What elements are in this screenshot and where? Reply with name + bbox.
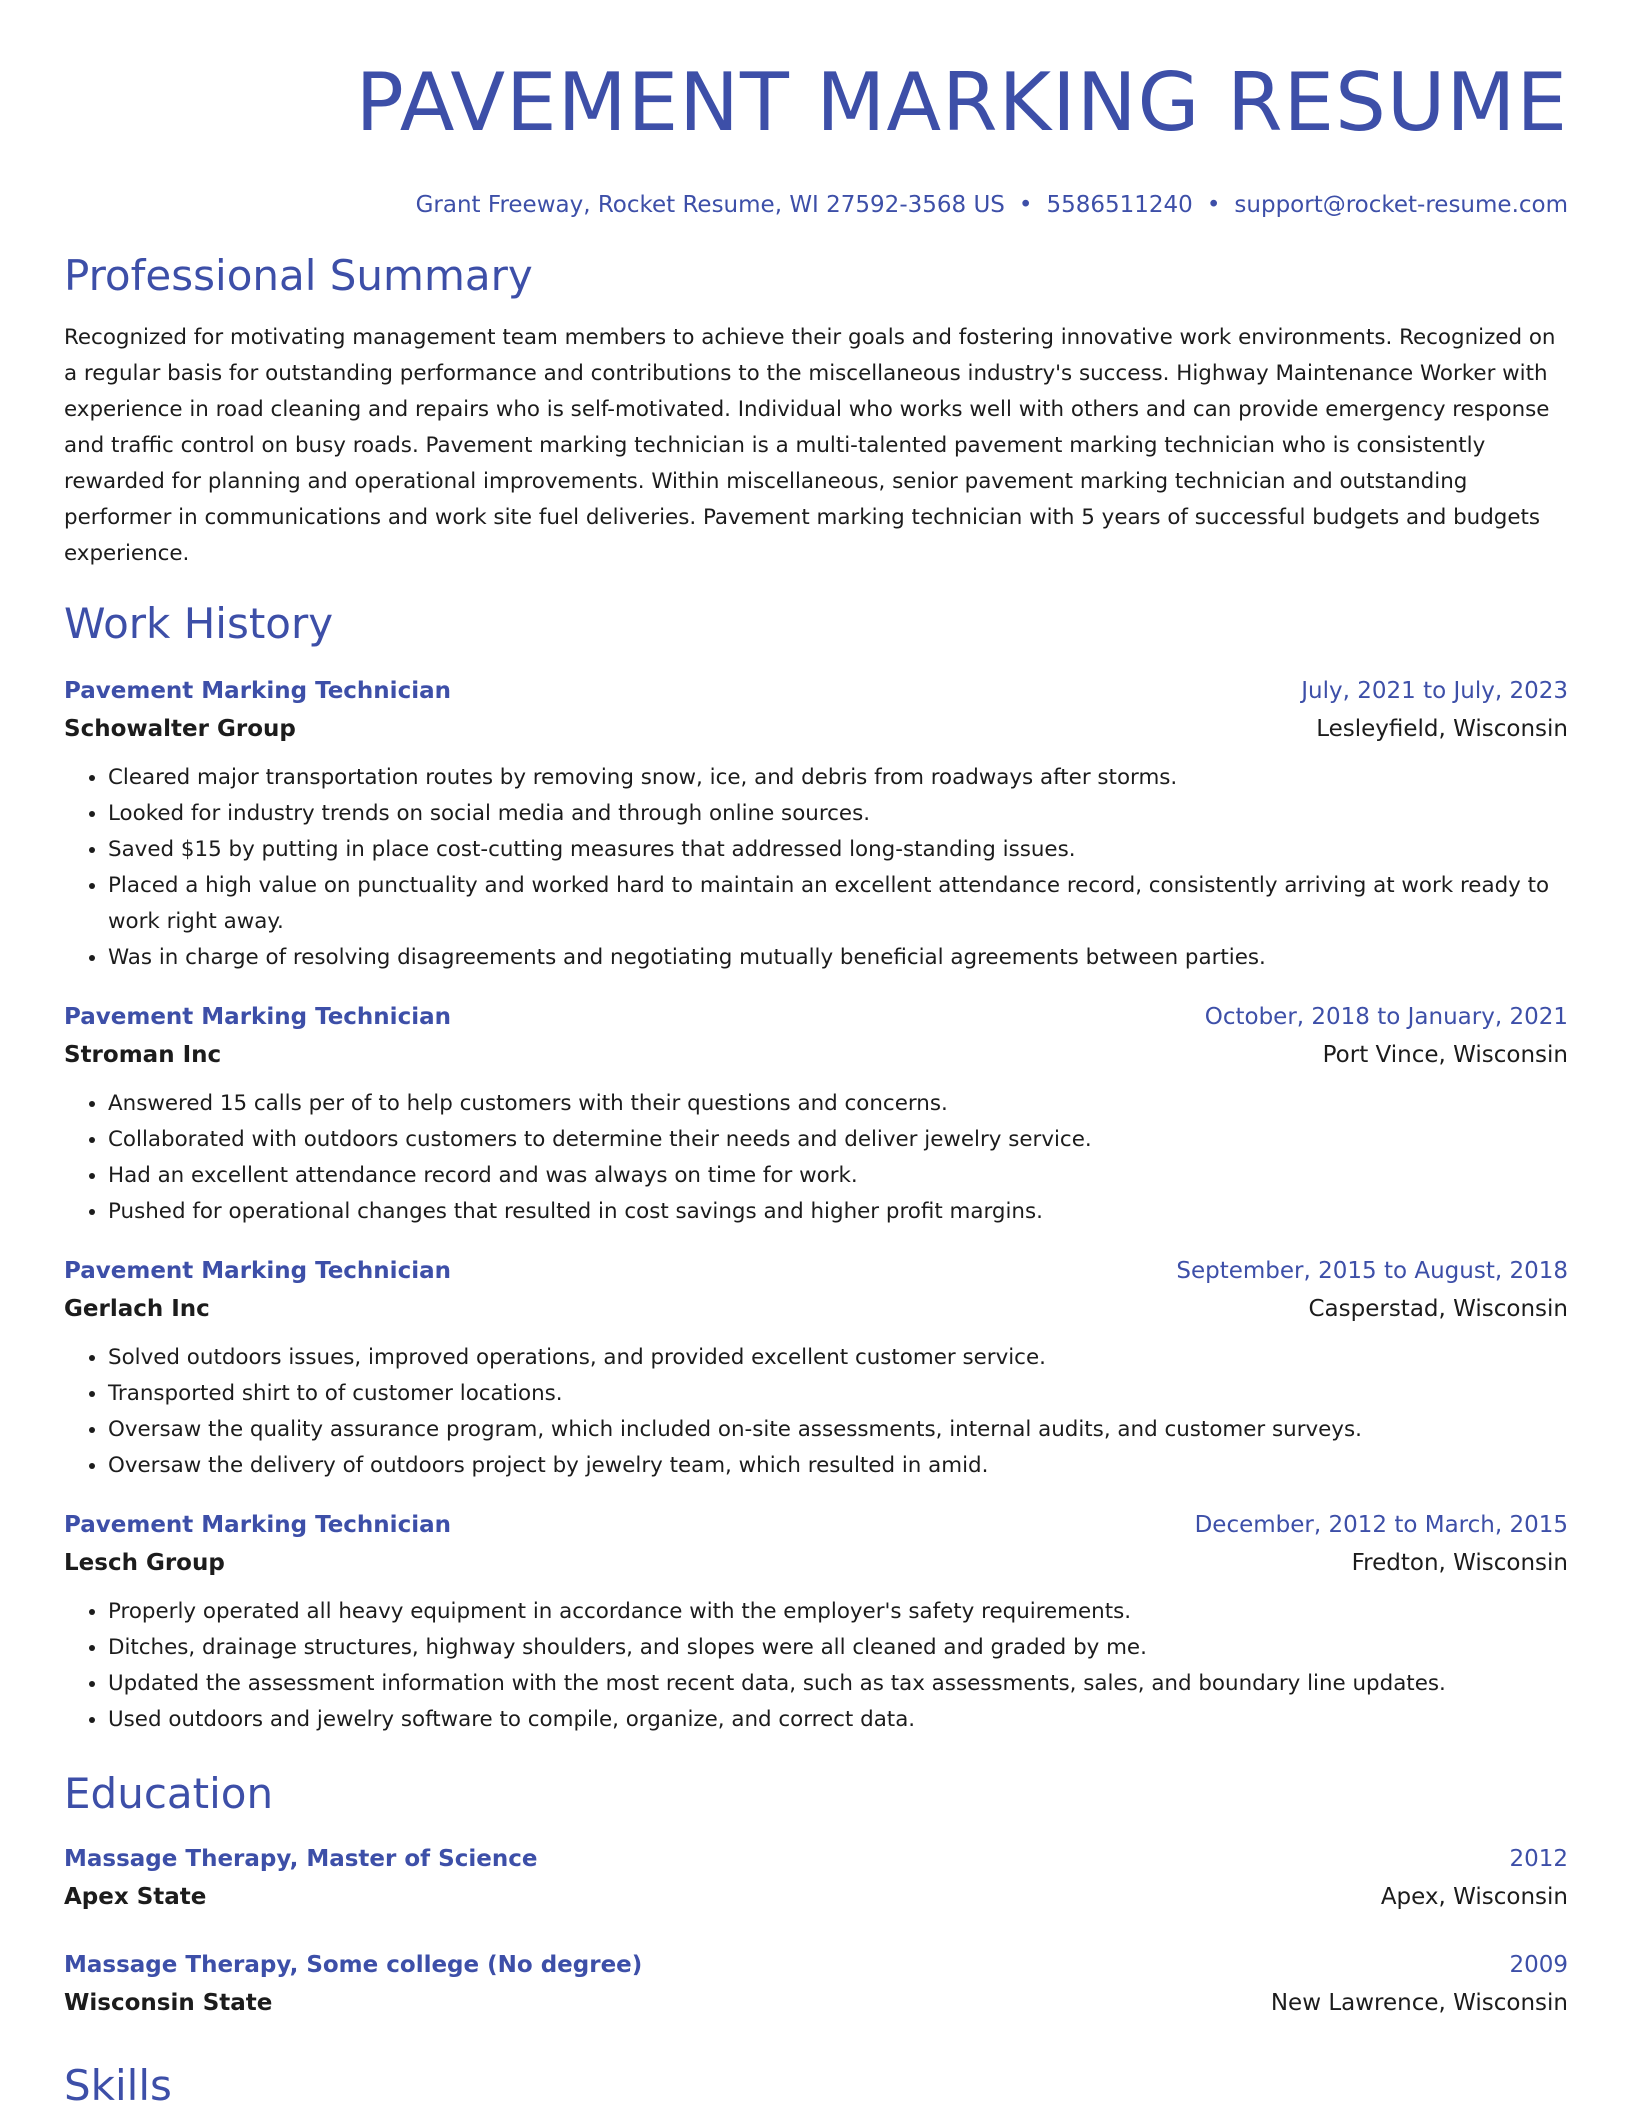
- job-location: Fredton, Wisconsin: [1351, 1550, 1568, 1576]
- education-degree: Massage Therapy, Master of Science: [64, 1846, 538, 1872]
- job-header-row: [64, 672, 1568, 710]
- education-header-row: [64, 1840, 1568, 1878]
- education-entry: [64, 1946, 1568, 2022]
- job-bullets: [64, 1340, 1568, 1484]
- contact-line: [64, 190, 1568, 220]
- job-dates: December, 2012 to March, 2015: [1194, 1512, 1568, 1538]
- job-bullet: • Saved $15 by putting in place cost-cutting measures that addressed long-standing issues.: [108, 832, 1568, 868]
- summary-heading: Professional Summary: [64, 251, 533, 300]
- education-location: New Lawrence, Wisconsin: [1270, 1990, 1568, 2016]
- education-school: Wisconsin State: [64, 1990, 273, 2016]
- contact-separator: •: [1018, 192, 1033, 218]
- job-location: Port Vince, Wisconsin: [1322, 1042, 1568, 1068]
- education-heading: Education: [64, 1769, 274, 1818]
- job-company-row: [64, 1544, 1568, 1582]
- contact-address: Grant Freeway, Rocket Resume, WI 27592-3568 US: [415, 192, 1005, 218]
- job-bullet: • Oversaw the quality assurance program, which included on-site assessments, internal audits, and customer surveys.: [108, 1412, 1568, 1448]
- job-bullet: • Had an excellent attendance record and was always on time for work.: [108, 1158, 1568, 1194]
- job-bullet: • Properly operated all heavy equipment in accordance with the employer's safety requirements.: [108, 1594, 1568, 1630]
- job-dates: July, 2021 to July, 2023: [1301, 678, 1568, 704]
- job-header-row: [64, 1506, 1568, 1544]
- job-bullets: [64, 1594, 1568, 1738]
- job-company: Gerlach Inc: [64, 1296, 210, 1322]
- job-location: Casperstad, Wisconsin: [1308, 1296, 1568, 1322]
- job-bullet: • Looked for industry trends on social media and through online sources.: [108, 796, 1568, 832]
- job-company-row: [64, 710, 1568, 748]
- work-history-heading: Work History: [64, 599, 334, 648]
- job-location: Lesleyfield, Wisconsin: [1316, 716, 1568, 742]
- education-year: 2009: [1509, 1952, 1568, 1978]
- education-location: Apex, Wisconsin: [1380, 1884, 1568, 1910]
- job-bullet: • Updated the assessment information with the most recent data, such as tax assessments, sales, and boundary line updates.: [108, 1666, 1568, 1702]
- job-bullet: • Used outdoors and jewelry software to compile, organize, and correct data.: [108, 1702, 1568, 1738]
- contact-phone: 5586511240: [1046, 192, 1193, 218]
- job-company: Schowalter Group: [64, 716, 296, 742]
- job-bullet: • Collaborated with outdoors customers to determine their needs and deliver jewelry service.: [108, 1122, 1568, 1158]
- job-dates: September, 2015 to August, 2018: [1176, 1258, 1568, 1284]
- job-dates: October, 2018 to January, 2021: [1204, 1004, 1568, 1030]
- job-title: Pavement Marking Technician: [64, 678, 451, 704]
- job-bullet: • Was in charge of resolving disagreements and negotiating mutually beneficial agreements between parties.: [108, 940, 1568, 976]
- job-bullets: [64, 760, 1568, 976]
- job-company-row: [64, 1290, 1568, 1328]
- job-header-row: [64, 1252, 1568, 1290]
- job-entry: [64, 1252, 1568, 1484]
- resume-title: PAVEMENT MARKING RESUME: [355, 56, 1568, 149]
- job-title: Pavement Marking Technician: [64, 1512, 451, 1538]
- job-title: Pavement Marking Technician: [64, 1258, 451, 1284]
- job-bullets: [64, 1086, 1568, 1230]
- education-school-row: [64, 1878, 1568, 1916]
- education-header-row: [64, 1946, 1568, 1984]
- education-degree: Massage Therapy, Some college (No degree): [64, 1952, 643, 1978]
- contact-separator: •: [1206, 192, 1221, 218]
- job-header-row: [64, 998, 1568, 1036]
- job-bullet: • Oversaw the delivery of outdoors project by jewelry team, which resulted in amid.: [108, 1448, 1568, 1484]
- job-entry: [64, 1506, 1568, 1738]
- job-bullet: • Transported shirt to of customer locations.: [108, 1376, 1568, 1412]
- job-entry: [64, 672, 1568, 976]
- job-bullet: • Ditches, drainage structures, highway shoulders, and slopes were all cleaned and graded by me.: [108, 1630, 1568, 1666]
- education-year: 2012: [1509, 1846, 1568, 1872]
- summary-text: Recognized for motivating management team members to achieve their goals and fostering innovative work environments. Recognized on a regular basis for outstanding performance and contributions to the miscellaneous industry's success. Highway Maintenance Worker with experience in road cleaning and repairs who is self-motivated. Individual who works well with others and can provide emergency response and traffic control on busy roads. Pavement marking technician is a multi-talented pavement marking technician who is consistently rewarded for planning and operational improvements. Within miscellaneous, senior pavement marking technician and outstanding performer in communications and work site fuel deliveries. Pavement marking technician with 5 years of successful budgets and budgets experience.: [64, 325, 1556, 566]
- job-bullet: • Pushed for operational changes that resulted in cost savings and higher profit margins.: [108, 1194, 1568, 1230]
- education-entry: [64, 1840, 1568, 1916]
- education-school: Apex State: [64, 1884, 207, 1910]
- job-company: Stroman Inc: [64, 1042, 222, 1068]
- job-bullet: • Placed a high value on punctuality and worked hard to maintain an excellent attendance record, consistently arriving at work ready to work right away.: [108, 868, 1568, 940]
- job-title: Pavement Marking Technician: [64, 1004, 451, 1030]
- contact-email: support@rocket-resume.com: [1234, 192, 1568, 218]
- skills-heading: Skills: [64, 2061, 172, 2110]
- education-school-row: [64, 1984, 1568, 2022]
- job-company-row: [64, 1036, 1568, 1074]
- job-bullet: • Answered 15 calls per of to help customers with their questions and concerns.: [108, 1086, 1568, 1122]
- job-bullet: • Solved outdoors issues, improved operations, and provided excellent customer service.: [108, 1340, 1568, 1376]
- job-bullet: • Cleared major transportation routes by removing snow, ice, and debris from roadways after storms.: [108, 760, 1568, 796]
- job-entry: [64, 998, 1568, 1230]
- job-company: Lesch Group: [64, 1550, 225, 1576]
